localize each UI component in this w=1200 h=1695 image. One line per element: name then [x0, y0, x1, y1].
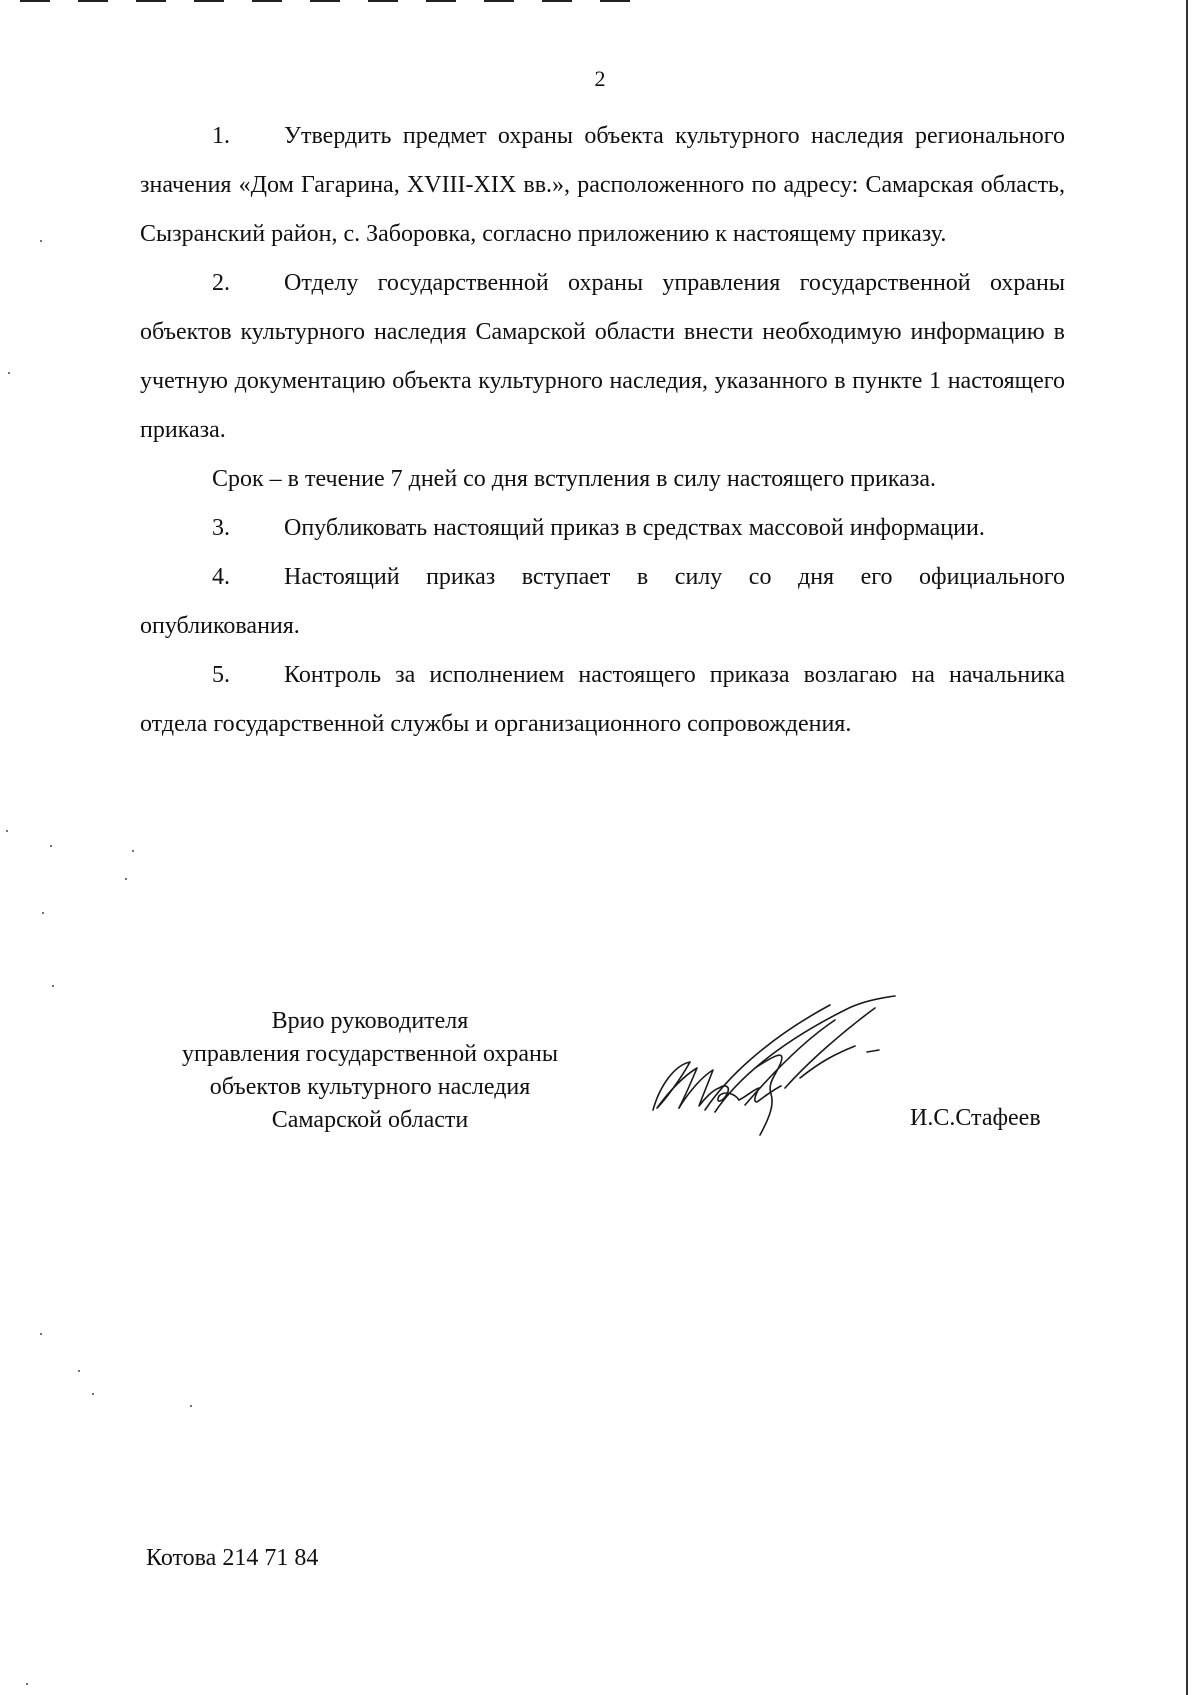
item-number: 5. — [212, 662, 230, 688]
scan-speck — [190, 1405, 192, 1407]
scan-speck — [6, 830, 8, 832]
order-item — [140, 259, 1065, 455]
order-body — [140, 112, 1065, 749]
signer-name: И.С.Стафеев — [910, 1105, 1041, 1131]
item-text: Настоящий приказ вступает в силу со дня его официального опубликования. — [140, 564, 1065, 639]
executor-contact: Котова 214 71 84 — [146, 1545, 319, 1571]
scan-artifact-dashes — [20, 0, 680, 6]
scan-speck — [50, 845, 52, 847]
scan-speck — [42, 912, 44, 914]
scan-speck — [52, 985, 54, 987]
position-line: управления государственной охраны — [182, 1041, 558, 1067]
scan-speck — [125, 878, 127, 880]
scan-speck — [40, 240, 42, 242]
item-text: Отделу государственной охраны управления государственной охраны объектов культурного наследия Самарской области внести необходимую информацию в учетную документацию объекта культурного наследия, указанного в пункте 1 настоящего приказа. — [140, 270, 1065, 443]
order-item — [140, 504, 1065, 553]
order-item — [140, 112, 1065, 259]
order-item — [140, 553, 1065, 651]
item-number: 1. — [212, 123, 230, 149]
handwritten-signature — [635, 990, 915, 1140]
item-number: 3. — [212, 515, 230, 541]
item-text: Опубликовать настоящий приказ в средствах массовой информации. — [284, 515, 985, 541]
position-line: объектов культурного наследия — [209, 1074, 531, 1100]
scan-artifact-edge — [1186, 0, 1188, 1695]
scan-speck — [40, 1333, 42, 1335]
scan-speck — [132, 850, 134, 852]
scan-speck — [26, 1683, 28, 1685]
page-number: 2 — [594, 66, 606, 91]
item-number: 4. — [212, 564, 230, 590]
item-text: Утвердить предмет охраны объекта культурного наследия регионального значения «Дом Гагарина, XVIII-XIX вв.», расположенного по адресу: Самарская область, Сызранский район, с. Заборовка, согласно приложению к настоящему приказу. — [140, 123, 1065, 247]
item-text: Контроль за исполнением настоящего приказа возлагаю на начальника отдела государственной службы и организационного сопровождения. — [140, 662, 1065, 737]
deadline-text: Срок – в течение 7 дней со дня вступления в силу настоящего приказа. — [212, 466, 936, 492]
item-number: 2. — [212, 270, 230, 296]
scan-speck — [78, 1370, 80, 1372]
order-item — [140, 651, 1065, 749]
position-line: Врио руководителя — [271, 1008, 469, 1034]
scan-speck — [92, 1393, 94, 1395]
position-line: Самарской области — [271, 1107, 469, 1133]
scan-speck — [8, 372, 10, 374]
signatory-position — [140, 1005, 600, 1137]
